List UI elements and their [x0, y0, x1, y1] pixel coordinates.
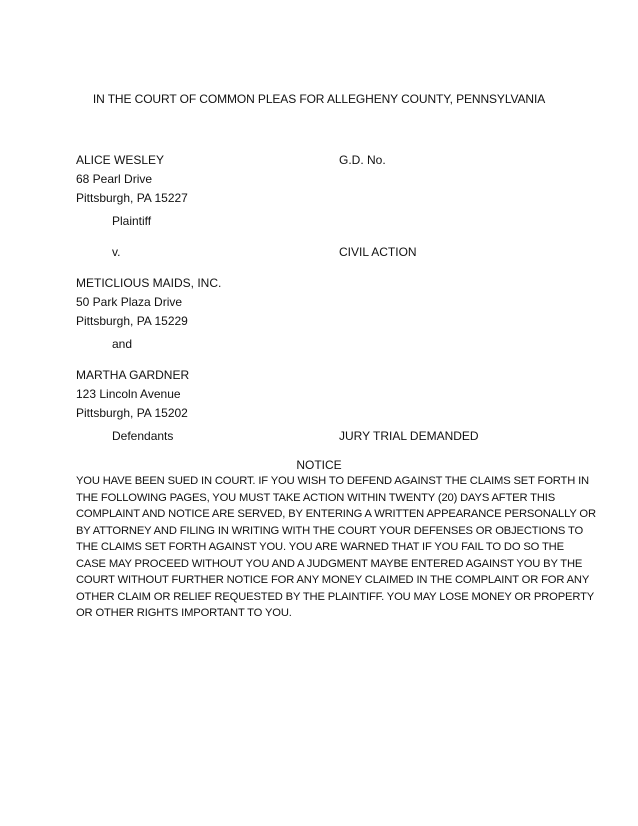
notice-line: COURT WITHOUT FURTHER NOTICE FOR ANY MONEY CLAIMED IN THE COMPLAINT OR FOR ANY	[76, 574, 590, 586]
notice-line: THE CLAIMS SET FORTH AGAINST YOU. YOU ARE WARNED THAT IF YOU FAIL TO DO SO THE	[76, 541, 564, 553]
defendant1-address-line1: 50 Park Plaza Drive	[76, 295, 183, 309]
notice-line: OTHER CLAIM OR RELIEF REQUESTED BY THE PLAINTIFF. YOU MAY LOSE MONEY OR PROPERTY	[76, 590, 595, 603]
notice-body	[76, 473, 596, 622]
plaintiff-block	[76, 151, 188, 208]
notice-title: NOTICE	[296, 458, 342, 472]
conjunction-and: and	[112, 337, 133, 351]
defendant2-name: MARTHA GARDNER	[76, 368, 190, 382]
plaintiff-name: ALICE WESLEY	[76, 153, 165, 167]
action-type: CIVIL ACTION	[339, 245, 417, 259]
plaintiff-address-line2: Pittsburgh, PA 15227	[76, 191, 188, 205]
notice-line: OR OTHER RIGHTS IMPORTANT TO YOU.	[76, 607, 292, 619]
defendant1-name: METICLIOUS MAIDS, INC.	[76, 276, 222, 290]
plaintiff-address-line1: 68 Pearl Drive	[76, 172, 153, 186]
court-heading: IN THE COURT OF COMMON PLEAS FOR ALLEGHENY COUNTY, PENNSYLVANIA	[92, 92, 546, 106]
defendant2-block	[76, 366, 189, 423]
notice-line: YOU HAVE BEEN SUED IN COURT. IF YOU WISH TO DEFEND AGAINST THE CLAIMS SET FORTH IN	[76, 475, 589, 487]
notice-line: THE FOLLOWING PAGES, YOU MUST TAKE ACTION WITHIN TWENTY (20) DAYS AFTER THIS	[76, 491, 556, 504]
versus-label: v.	[112, 245, 121, 259]
defendant2-address-line2: Pittsburgh, PA 15202	[76, 406, 188, 420]
defendant1-address-line2: Pittsburgh, PA 15229	[76, 314, 188, 328]
defendant1-block	[76, 274, 221, 331]
defendants-role: Defendants	[112, 429, 174, 443]
notice-line: BY ATTORNEY AND FILING IN WRITING WITH THE COURT YOUR DEFENSES OR OBJECTIONS TO	[76, 524, 583, 537]
defendant2-address-line1: 123 Lincoln Avenue	[76, 387, 181, 401]
plaintiff-role: Plaintiff	[112, 214, 152, 228]
case-number-label: G.D. No.	[339, 153, 386, 167]
jury-demand: JURY TRIAL DEMANDED	[339, 429, 479, 443]
notice-line: COMPLAINT AND NOTICE ARE SERVED, BY ENTERING A WRITTEN APPEARANCE PERSONALLY OR	[76, 508, 596, 520]
notice-line: CASE MAY PROCEED WITHOUT YOU AND A JUDGMENT MAYBE ENTERED AGAINST YOU BY THE	[76, 557, 583, 570]
